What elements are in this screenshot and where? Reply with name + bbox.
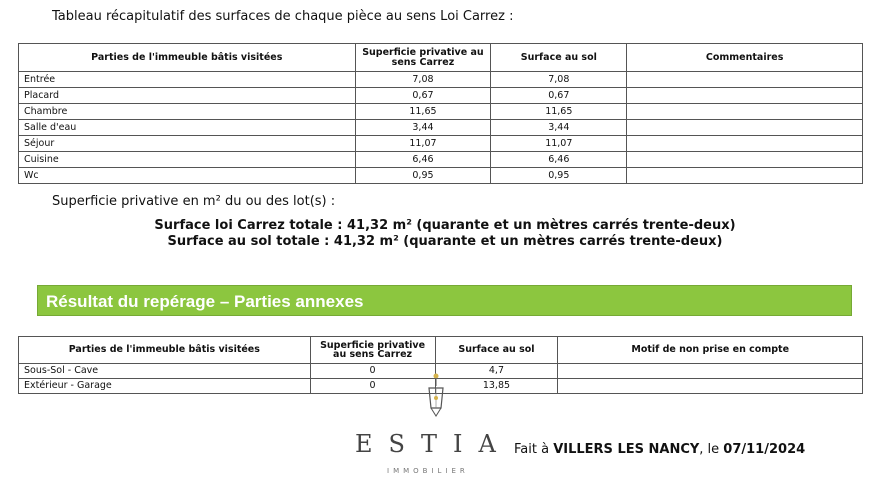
- carrez-value: 0: [310, 364, 435, 379]
- carrez-value: 0,67: [355, 88, 491, 104]
- estia-logo: [355, 372, 515, 477]
- table-row: [19, 120, 863, 136]
- table-row: [19, 72, 863, 88]
- total-sol: Surface au sol totale : 41,32 m² (quarante et un mètres carrés trente-deux): [167, 234, 723, 249]
- logo-subtitle: IMMOBILIER: [387, 467, 469, 475]
- carrez-value: 0,95: [355, 168, 491, 184]
- room-name: Placard: [19, 88, 356, 104]
- room-name: Cuisine: [19, 152, 356, 168]
- intro-text: Tableau récapitulatif des surfaces de chaque pièce au sens Loi Carrez :: [52, 9, 514, 24]
- comment: [627, 168, 863, 184]
- room-name: Salle d'eau: [19, 120, 356, 136]
- carrez-value: 0: [310, 379, 435, 394]
- column-header-carrez: Superficie privative au sens Carrez: [310, 337, 435, 364]
- annex-name: Extérieur - Garage: [19, 379, 311, 394]
- carrez-value: 3,44: [355, 120, 491, 136]
- signature-prefix: Fait à: [514, 442, 554, 457]
- column-header-carrez: Superficie privative au sens Carrez: [355, 44, 491, 72]
- subtitle-text: Superficie privative en m² du ou des lot(s) :: [52, 194, 336, 209]
- logo-wordmark: ESTIA: [355, 430, 512, 458]
- sol-value: 13,85: [435, 379, 558, 394]
- room-name: Entrée: [19, 72, 356, 88]
- annex-name: Sous-Sol - Cave: [19, 364, 311, 379]
- comment: [627, 88, 863, 104]
- table-row: [19, 104, 863, 120]
- carrez-value: 11,07: [355, 136, 491, 152]
- carrez-value: 11,65: [355, 104, 491, 120]
- table-row: [19, 152, 863, 168]
- room-name: Chambre: [19, 104, 356, 120]
- sol-value: 6,46: [491, 152, 627, 168]
- column-header-sol: Surface au sol: [491, 44, 627, 72]
- reason: [558, 364, 863, 379]
- column-header-parts: Parties de l'immeuble bâtis visitées: [19, 44, 356, 72]
- room-name: Wc: [19, 168, 356, 184]
- carrez-table: [18, 43, 863, 184]
- sol-value: 4,7: [435, 364, 558, 379]
- comment: [627, 72, 863, 88]
- column-header-sol: Surface au sol: [435, 337, 558, 364]
- sol-value: 11,65: [491, 104, 627, 120]
- carrez-value: 7,08: [355, 72, 491, 88]
- reason: [558, 379, 863, 394]
- room-name: Séjour: [19, 136, 356, 152]
- sol-value: 0,67: [491, 88, 627, 104]
- table-header-row: [19, 44, 863, 72]
- table-row: [19, 168, 863, 184]
- section-banner: Résultat du repérage – Parties annexes: [37, 285, 852, 316]
- comment: [627, 152, 863, 168]
- table-row: [19, 136, 863, 152]
- sol-value: 7,08: [491, 72, 627, 88]
- comment: [627, 104, 863, 120]
- signature-middle: , le: [699, 442, 724, 457]
- total-carrez: Surface loi Carrez totale : 41,32 m² (quarante et un mètres carrés trente-deux): [154, 218, 736, 233]
- column-header-parts: Parties de l'immeuble bâtis visitées: [19, 337, 311, 364]
- signature-city: VILLERS LES NANCY: [553, 442, 700, 457]
- table-row: [19, 88, 863, 104]
- table-header-row: [19, 337, 863, 364]
- signature-date: 07/11/2024: [723, 442, 806, 457]
- sol-value: 0,95: [491, 168, 627, 184]
- column-header-reason: Motif de non prise en compte: [558, 337, 863, 364]
- sol-value: 11,07: [491, 136, 627, 152]
- signature-line: [514, 442, 805, 457]
- comment: [627, 136, 863, 152]
- sol-value: 3,44: [491, 120, 627, 136]
- carrez-value: 6,46: [355, 152, 491, 168]
- lantern-icon: [426, 372, 446, 422]
- comment: [627, 120, 863, 136]
- column-header-comments: Commentaires: [627, 44, 863, 72]
